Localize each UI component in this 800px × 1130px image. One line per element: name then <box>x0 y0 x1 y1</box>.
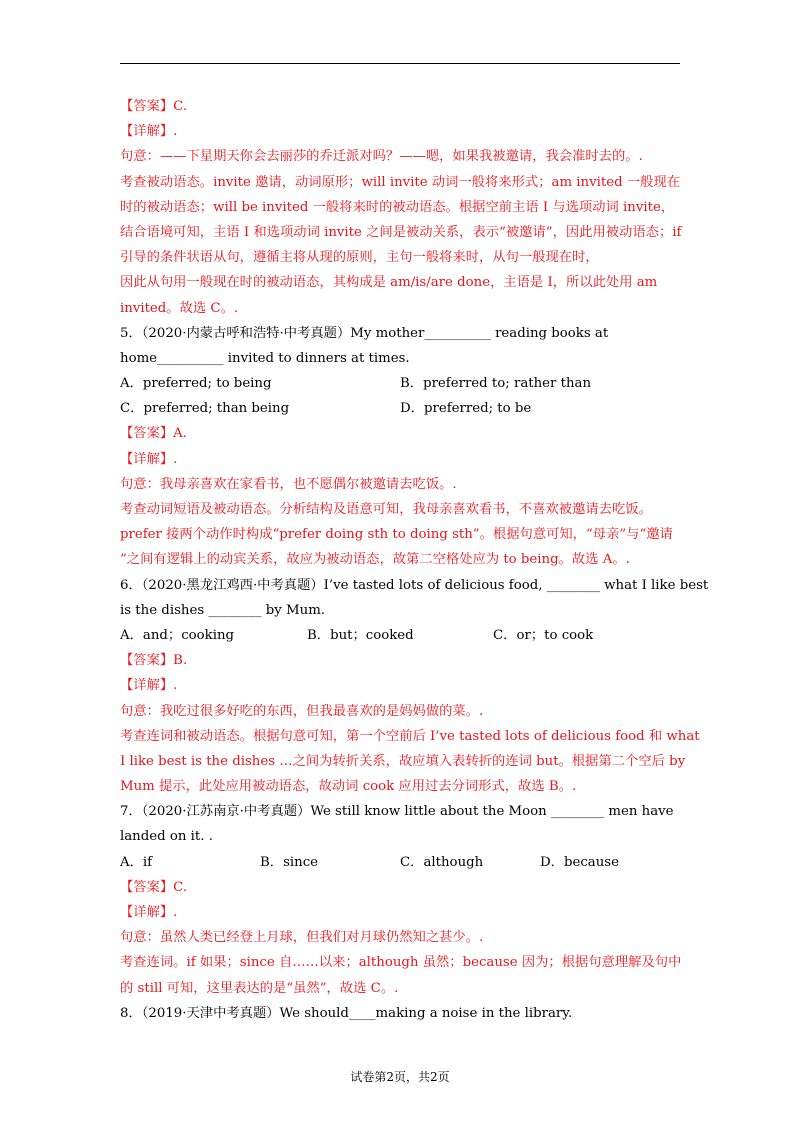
q7-option-b: B．since <box>260 854 319 870</box>
q4-explanation-line: invited。故选 C。. <box>120 300 239 316</box>
q5-option-c: C．preferred; than being <box>120 401 290 417</box>
q4-explanation-line: 结合语境可知，主语 I 和选项动词 invite 之间是被动关系，表示“被邀请”，因此用被动语态；if 引导的条件状语从句，遵循主将从现的原则，主句一般将来时，从句一般现在时， <box>120 224 682 266</box>
q5-option-b: B．preferred to; rather than <box>400 376 592 392</box>
q5-options-row <box>120 371 682 396</box>
q6-stem: 6．（2020·黑龙江鸡西·中考真题）I’ve tasted lots of delicious food, ________ what I like best <box>120 577 709 593</box>
q7-option-a: A．if <box>120 854 153 870</box>
q5-explanation-line: 考查动词短语及被动语态。分析结构及语意可知，我母亲喜欢看书，不喜欢被邀请去吃饭。 <box>120 502 652 518</box>
q6-option-a: A．and；cooking <box>120 627 235 643</box>
q7-answer: 【答案】C. <box>120 879 188 895</box>
q5-stem: 5．（2020·内蒙古呼和浩特·中考真题）My mother__________ reading books at <box>120 325 609 341</box>
q7-option-c: C．although <box>400 854 484 870</box>
q5-option-a: A．preferred; to being <box>120 376 272 392</box>
q5-explanation-line: 句意：我母亲喜欢在家看书，也不愿偶尔被邀请去吃饭。. <box>120 476 457 492</box>
q6-explanation-line: I like best is the dishes …之间为转折关系，故应填入表转折的连词 but。根据第二个空后 by <box>120 753 686 769</box>
q5-answer: 【答案】A. <box>120 426 188 442</box>
q4-answer: 【答案】C. <box>120 99 188 114</box>
q7-option-d: D．because <box>540 854 619 870</box>
q6-explanation-line: 考查连词和被动语态。根据句意可知，第一个空前后 I’ve tasted lots of delicious food 和 what <box>120 728 700 744</box>
q6-option-c: C．or；to cook <box>493 627 594 643</box>
q7-stem: landed on it. . <box>120 829 213 845</box>
page-footer: 试卷第2页，共2页 <box>350 1070 450 1084</box>
q5-explanation-line: prefer 接两个动作时构成“prefer doing sth to doing sth”。根据句意可知，“母亲”与“邀请 <box>120 527 673 543</box>
q4-explanation-line: 考查被动语态。invite 邀请，动词原形；will invite 动词一般将来形式；am invited 一般现在 <box>120 174 681 190</box>
q8-stem: 8．（2019·天津中考真题）We should____making a noise in the library. <box>120 1005 573 1021</box>
q6-explanation-line: 句意：我吃过很多好吃的东西，但我最喜欢的是妈妈做的菜。. <box>120 703 484 719</box>
q5-explanation-line: ”之间有逻辑上的动宾关系，故应为被动语态，故第二空格处应为 to being。故选 A。. <box>120 552 630 568</box>
q6-options-row <box>120 623 682 648</box>
q6-explanation-line: Mum 提示，此处应用被动语态，故动词 cook 应用过去分词形式，故选 B。. <box>120 779 577 795</box>
q6-detail-label: 【详解】. <box>120 678 178 694</box>
q5-stem: home__________ invited to dinners at times. <box>120 350 410 366</box>
q5-detail-label: 【详解】. <box>120 451 178 467</box>
q7-options-row <box>120 850 682 875</box>
q4-explanation-line: 因此从句用一般现在时的被动语态，其构成是 am/is/are done，主语是 I，所以此处用 am <box>120 275 658 291</box>
q6-stem: is the dishes ________ by Mum. <box>120 602 326 618</box>
header-rule <box>120 63 680 64</box>
q4-explanation-line: 时的被动语态；will be invited 一般将来时的被动语态。根据空前主语 I 与选项动词 invite， <box>120 199 675 215</box>
q7-explanation-line: 考查连词。if 如果；since 自……以来；although 虽然；because 因为；根据句意理解及句中 <box>120 955 682 971</box>
q7-explanation-line: 的 still 可知，这里表达的是“虽然”，故选 C。. <box>120 980 399 996</box>
q4-detail-label: 【详解】. <box>120 124 178 140</box>
q7-stem: 7．（2020·江苏南京·中考真题）We still know little about the Moon ________ men have <box>120 804 674 820</box>
page-content <box>120 94 709 1026</box>
q7-detail-label: 【详解】. <box>120 905 178 921</box>
q5-option-d: D．preferred; to be <box>400 401 532 417</box>
q6-option-b: B．but；cooked <box>307 627 414 643</box>
q6-answer: 【答案】B. <box>120 653 188 669</box>
q5-options-row <box>120 396 682 421</box>
q7-explanation-line: 句意：虽然人类已经登上月球，但我们对月球仍然知之甚少。. <box>120 930 484 946</box>
q4-explanation-line: 句意：——下星期天你会去丽莎的乔迁派对吗？——嗯，如果我被邀请，我会准时去的。. <box>120 149 643 165</box>
